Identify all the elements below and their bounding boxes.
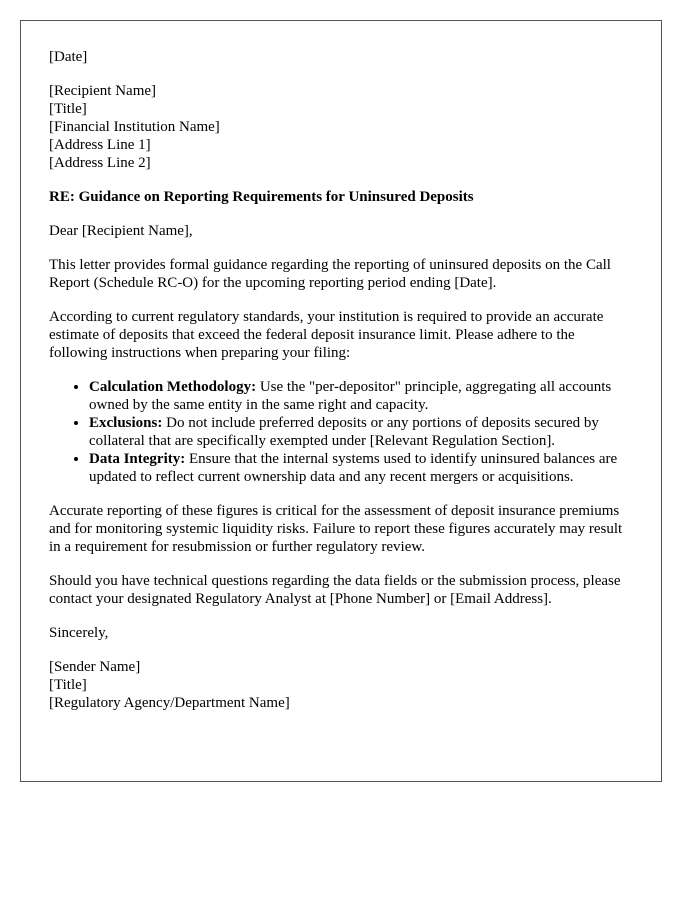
sender-agency: [Regulatory Agency/Department Name] xyxy=(49,695,290,711)
instruction-text: Do not include preferred deposits or any portions of deposits secured by collateral that are specifically exempted under [Relevant Regulation Section]. xyxy=(89,415,599,449)
list-item xyxy=(89,450,633,486)
instruction-text: Ensure that the internal systems used to identify uninsured balances are updated to reflect current ownership data and any recent mergers or acquisitions. xyxy=(89,451,618,485)
sender-title: [Title] xyxy=(49,677,87,693)
paragraph-contact: Should you have technical questions regarding the data fields or the submission process, please contact your designated Regulatory Analyst at [Phone Number] or [Email Address]. xyxy=(49,573,621,607)
letter-date: [Date] xyxy=(49,49,88,65)
sender-name: [Sender Name] xyxy=(49,659,141,675)
letter-page xyxy=(20,20,662,782)
recipient-institution: [Financial Institution Name] xyxy=(49,119,220,135)
recipient-title: [Title] xyxy=(49,101,87,117)
instruction-text: Use the "per-depositor" principle, aggregating all accounts owned by the same entity in the same right and capacity. xyxy=(89,379,612,413)
list-item xyxy=(89,378,633,414)
salutation: Dear [Recipient Name], xyxy=(49,223,193,239)
recipient-name: [Recipient Name] xyxy=(49,83,157,99)
paragraph-intro: This letter provides formal guidance regarding the reporting of uninsured deposits on the Call Report (Schedule RC-O) for the upcoming reporting period ending [Date]. xyxy=(49,257,611,291)
date-line xyxy=(49,48,633,66)
recipient-address-block xyxy=(49,82,633,172)
paragraph-importance: Accurate reporting of these figures is critical for the assessment of deposit insurance premiums and for monitoring systemic liquidity risks. Failure to report these figures accurately may result in a requirement for resubmission or further regulatory review. xyxy=(49,503,623,555)
closing: Sincerely, xyxy=(49,625,109,641)
list-item xyxy=(89,414,633,450)
instruction-term: Data Integrity: xyxy=(89,451,186,467)
recipient-address-line-1: [Address Line 1] xyxy=(49,137,151,153)
instructions-list xyxy=(49,378,633,486)
instruction-term: Calculation Methodology: xyxy=(89,379,257,395)
signature-block xyxy=(49,658,633,712)
recipient-address-line-2: [Address Line 2] xyxy=(49,155,151,171)
subject-line: RE: Guidance on Reporting Requirements for Uninsured Deposits xyxy=(49,189,474,205)
instruction-term: Exclusions: xyxy=(89,415,163,431)
paragraph-standards: According to current regulatory standards, your institution is required to provide an accurate estimate of deposits that exceed the federal deposit insurance limit. Please adhere to the following instructions when preparing your filing: xyxy=(49,309,604,361)
